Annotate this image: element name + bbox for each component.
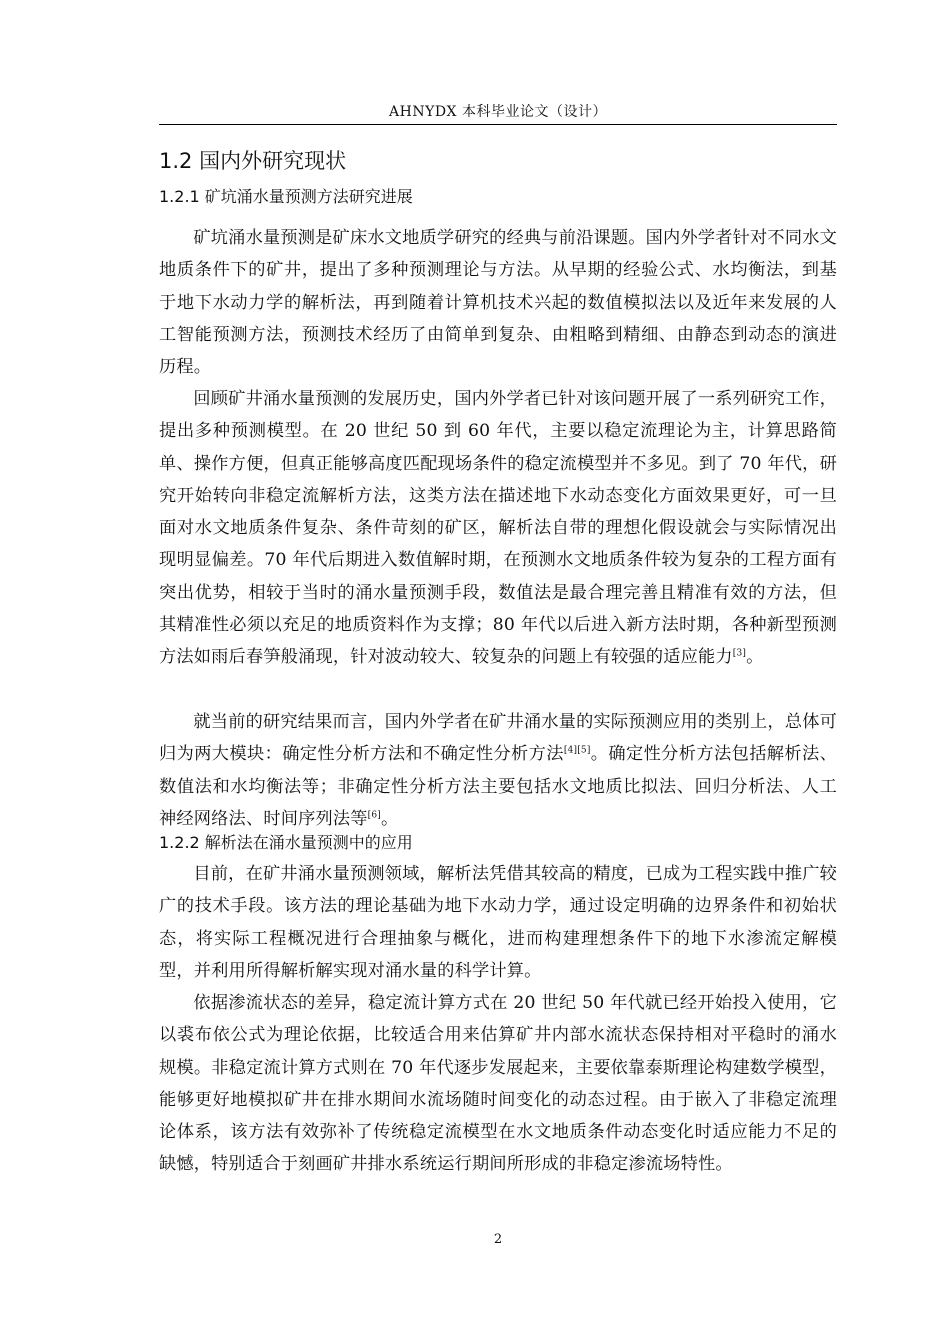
running-header: AHNYDX 本科毕业论文（设计） [389, 104, 607, 120]
citation: [6] [367, 810, 382, 821]
citation: [3] [732, 648, 747, 659]
paragraph-text: 回顾矿井涌水量预测的发展历史，国内外学者已针对该问题开展了一系列研究工作，提出多种预测模型。在 20 世纪 50 到 60 年代，主要以稳定流理论为主，计算思路简单、操作方便，但真正能够高度匹配现场条件的稳定流模型并不多见。到了 70 年代，研究开始转向非稳定流解析方法，这类方法在描述地下水动态变化方面效果更好，可一旦面对水文地质条件复杂、条件苛刻的矿区，解析法自带的理想化假设就会与实际情况出现明显偏差。70 年代后期进入数值解时期，在预测水文地质条件较为复杂的工程方面有突出优势，相较于当时的涌水量预测手段，数值法是最合理完善且精准有效的方法，但其精准性必须以充足的地质资料作为支撑；80 年代以后进入新方法时期，各种新型预测方法如雨后春笋般涌现，针对波动较大、较复杂的问题上有较强的适应能力 [159, 389, 837, 668]
page-number: 2 [493, 1232, 503, 1247]
paragraph-text: 就当前的研究结果而言，国内外学者在矿井涌水量的实际预测应用的类别上，总体可归为两大模块：确定性分析方法和不确定性分析方法 [159, 712, 837, 765]
paragraph: 依据渗流状态的差异，稳定流计算方式在 20 世纪 50 年代就已经开始投入使用，它以裘布依公式为理论依据，比较适合用来估算矿井内部水流状态保持相对平稳时的涌水规模。非稳定流计算方式则在 70 年代逐步发展起来，主要依靠泰斯理论构建数学模型，能够更好地模拟矿井在排水期间水流场随时间变化的动态过程。由于嵌入了非稳定流理论体系，该方法有效弥补了传统稳定流模型在水文地质条件动态变化时适应能力不足的缺憾，特别适合于刻画矿井排水系统运行期间所形成的非稳定渗流场特性。 [159, 993, 837, 1175]
paragraph: 矿坑涌水量预测是矿床水文地质学研究的经典与前沿课题。国内外学者针对不同水文地质条件下的矿井，提出了多种预测理论与方法。从早期的经验公式、水均衡法，到基于地下水动力学的解析法，再到随着计算机技术兴起的数值模拟法以及近年来发展的人工智能预测方法，预测技术经历了由简单到复杂、由粗略到精细、由静态到动态的演进历程。 [159, 228, 837, 378]
paragraph-text: 。确定性分析方法包括解析法、数值法和水均衡法等；非确定性分析方法主要包括水文地质比拟法、回归分析法、人工神经网络法、时间序列法等 [159, 744, 837, 829]
paragraph-text: 。 [746, 647, 764, 668]
paragraph-text: 。 [381, 808, 399, 829]
citation: [4][5] [563, 745, 591, 756]
subsection-heading-1: 1.2.1 矿坑涌水量预测方法研究进展 [159, 187, 413, 206]
subsection-heading-2: 1.2.2 解析法在涌水量预测中的应用 [159, 833, 413, 852]
paragraph: 目前，在矿井涌水量预测领域，解析法凭借其较高的精度，已成为工程实践中推广较广的技术手段。该方法的理论基础为地下水动力学，通过设定明确的边界条件和初始状态，将实际工程概况进行合理抽象与概化，进而构建理想条件下的地下水渗流定解模型，并利用所得解析解实现对涌水量的科学计算。 [159, 864, 837, 981]
paragraph [159, 706, 837, 835]
section-heading: 1.2 国内外研究现状 [159, 149, 347, 173]
header-rule [159, 124, 837, 125]
paragraph [159, 383, 837, 674]
